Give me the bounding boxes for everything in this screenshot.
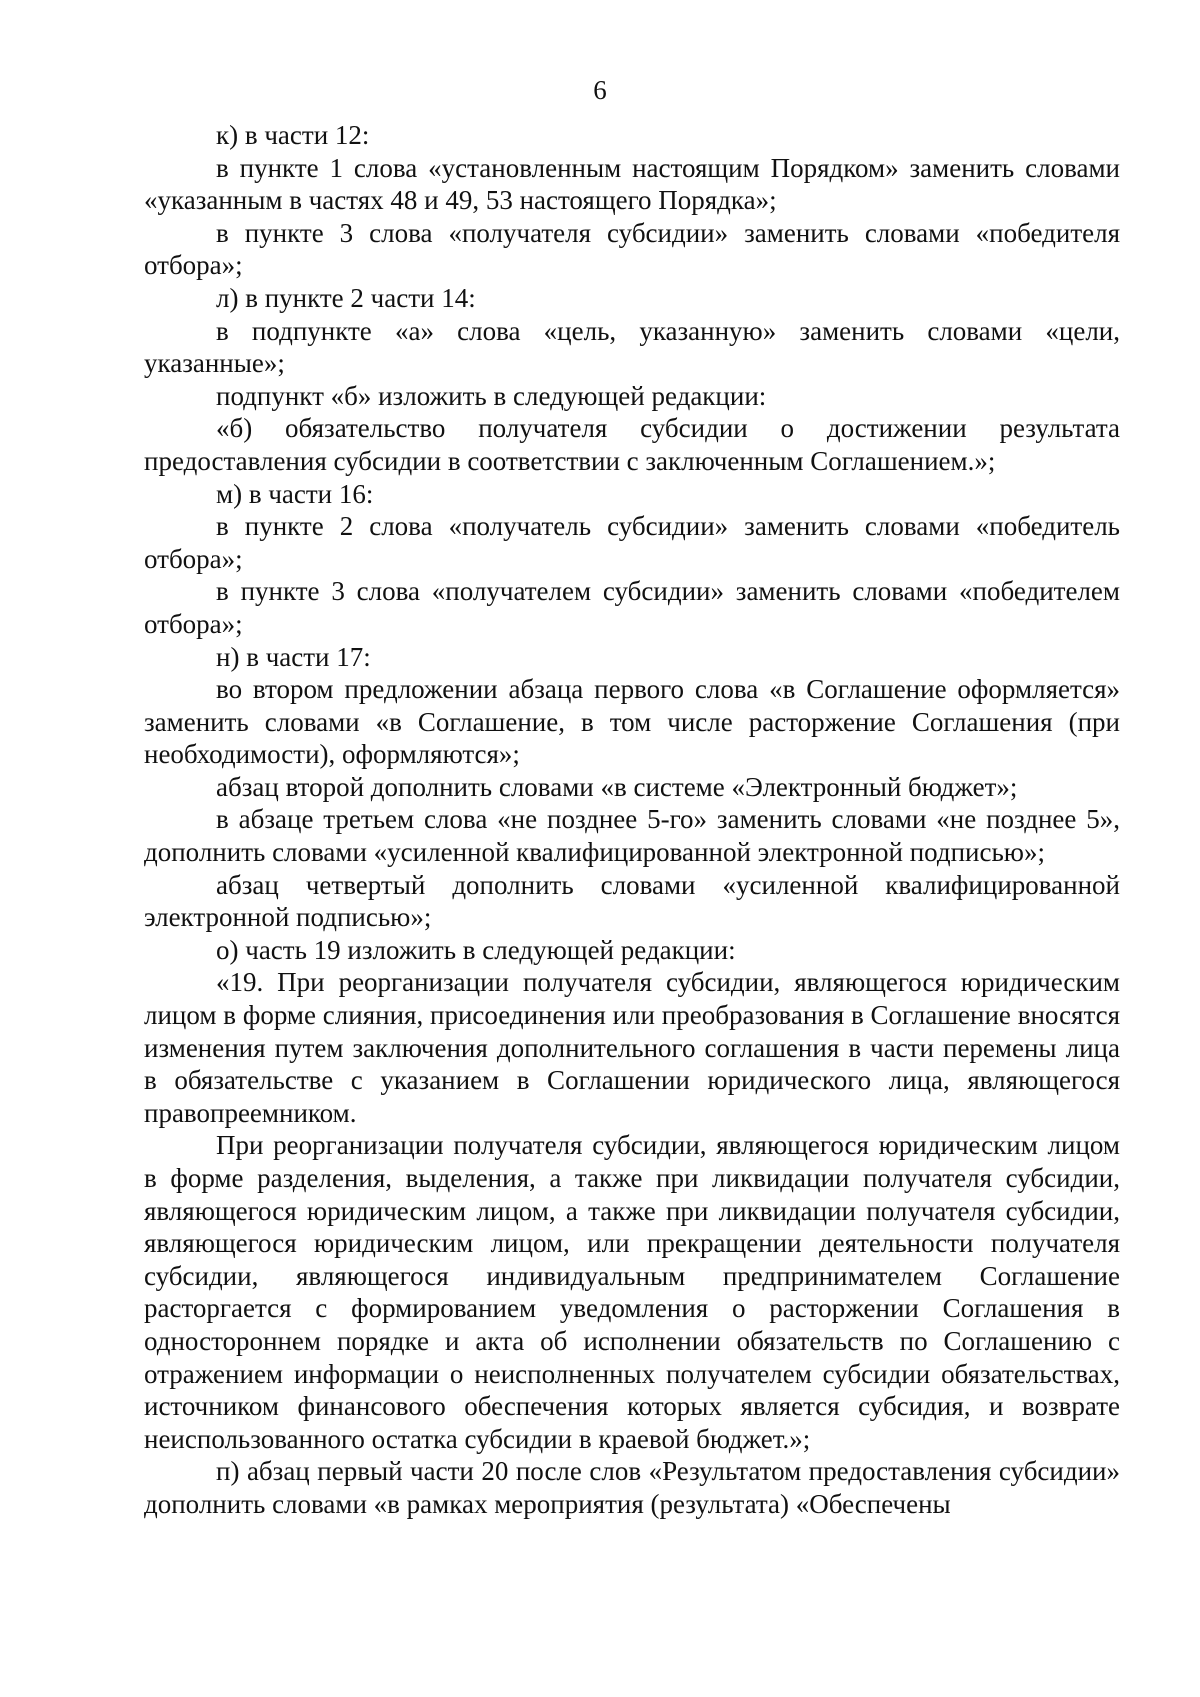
page-number: 6 xyxy=(593,75,607,105)
paragraph-n-first: во втором предложении абзаца первого слова «в Соглашение оформляется» заменить словами «в Соглашение, в том числе расторжение Соглашения (при необходимости), оформляются»; xyxy=(144,674,1120,770)
paragraph-l-subitem-b-intro: подпункт «б» изложить в следующей редакции: xyxy=(216,380,767,411)
paragraph-k-item-1: в пункте 1 слова «установленным настоящим Порядком» заменить словами «указанным в частях 48 и 49, 53 настоящего Порядка»; xyxy=(144,152,1120,216)
paragraph-m: м) в части 16: xyxy=(216,478,374,509)
paragraph-n-third: в абзаце третьем слова «не позднее 5-го» заменить словами «не позднее 5», дополнить словами «усиленной квалифицированной электронной подписью»; xyxy=(144,804,1120,868)
paragraph-o-part-19: «19. При реорганизации получателя субсидии, являющегося юридическим лицом в форме слияния, присоединения или преобразования в Соглашение вносятся изменения путем заключения дополнительного соглашения в части перемены лица в обязательстве с указанием в Соглашении юридического лица, являющегося правопреемником. xyxy=(144,967,1120,1128)
paragraph-o-reorganization: При реорганизации получателя субсидии, являющегося юридическим лицом в форме разделения, выделения, а также при ликвидации получателя субсидии, являющегося юридическим лицом, а также при ликвидации получателя субсидии, являющегося юридическим лицом, или прекращении деятельности получателя субсидии, являющегося индивидуальным предпринимателем Соглашение расторгается с формированием уведомления о расторжении Соглашения в одностороннем порядке и акта об исполнении обязательств по Соглашению с отражением информации о неисполненных получателем субсидии обязательствах, источником финансового обеспечения которых является субсидия, и возврате неиспользованного остатка субсидии в краевой бюджет.»; xyxy=(144,1130,1120,1454)
paragraph-l: л) в пункте 2 части 14: xyxy=(216,282,476,313)
paragraph-p: п) абзац первый части 20 после слов «Результатом предоставления субсидии» дополнить словами «в рамках мероприятия (результата) «Обеспечены xyxy=(144,1456,1120,1519)
paragraph-l-subitem-a: в подпункте «а» слова «цель, указанную» заменить словами «цели, указанные»; xyxy=(144,315,1120,379)
document-body xyxy=(144,119,1120,1521)
paragraph-k: к) в части 12: xyxy=(216,120,370,150)
paragraph-m-item-3: в пункте 3 слова «получателем субсидии» заменить словами «победителем отбора»; xyxy=(144,576,1120,639)
paragraph-m-item-2: в пункте 2 слова «получатель субсидии» заменить словами «победитель отбора»; xyxy=(144,511,1120,574)
paragraph-n: н) в части 17: xyxy=(216,641,371,672)
paragraph-n-second: абзац второй дополнить словами «в системе «Электронный бюджет»; xyxy=(216,771,1018,802)
paragraph-k-item-3: в пункте 3 слова «получателя субсидии» заменить словами «победителя отбора»; xyxy=(144,217,1120,281)
paragraph-l-subitem-b-text: «б) обязательство получателя субсидии о достижении результата предоставления субсидии в соответствии с заключенным Соглашением.»; xyxy=(144,413,1120,476)
paragraph-o: о) часть 19 изложить в следующей редакции: xyxy=(216,934,736,965)
paragraph-n-fourth: абзац четвертый дополнить словами «усиленной квалифицированной электронной подписью»; xyxy=(144,869,1120,933)
